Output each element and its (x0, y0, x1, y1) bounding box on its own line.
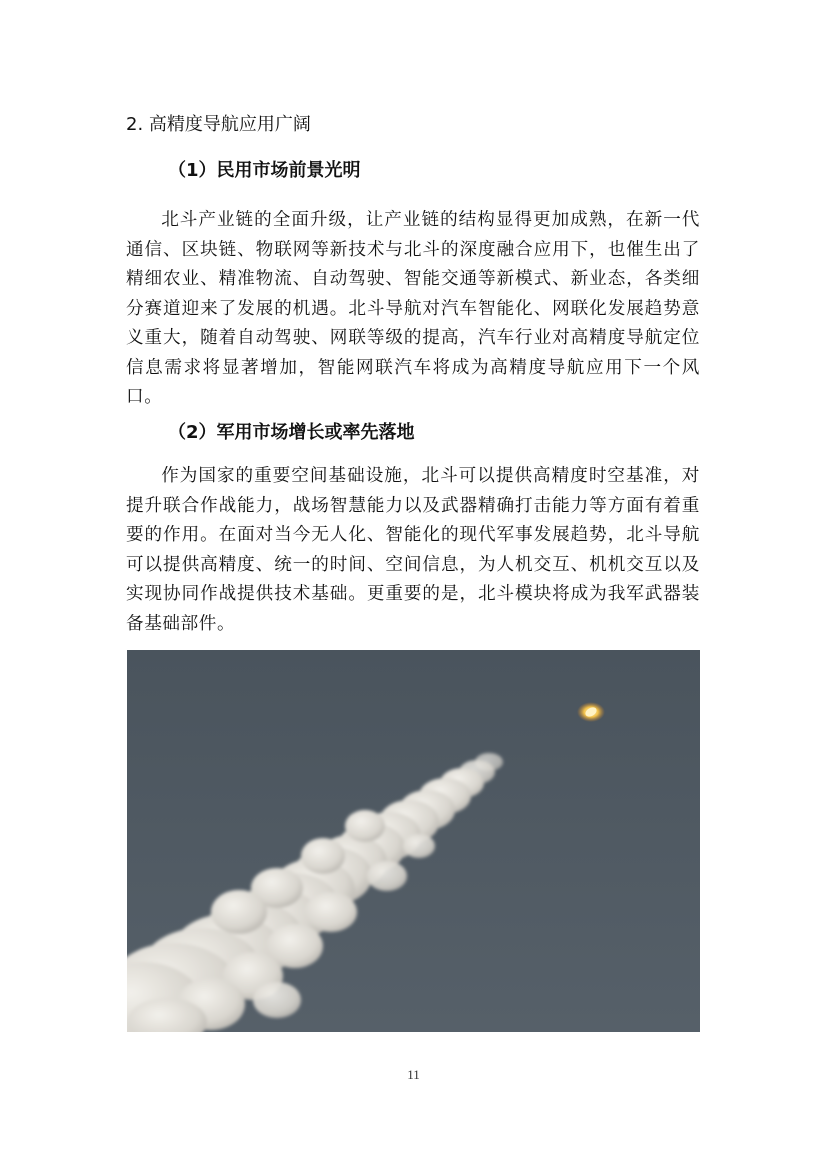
rocket-launch-illustration (127, 650, 700, 1032)
rocket-launch-photo (127, 650, 700, 1032)
rocket-flame (577, 702, 605, 722)
military-market-heading: （2）军用市场增长或率先落地 (168, 422, 415, 443)
page-number: 11 (407, 1067, 420, 1082)
civil-market-heading: （1）民用市场前景光明 (168, 160, 361, 181)
military-market-paragraph: 作为国家的重要空间基础设施，北斗可以提供高精度时空基准，对提升联合作战能力，战场智慧能力以及武器精确打击能力等方面有着重要的作用。在面对当今无人化、智能化的现代军事发展趋势，北斗导航可以提供高精度、统一的时间、空间信息，为人机交互、机机交互以及实现协同作战提供技术基础。更重要的是，北斗模块将成为我军武器装备基础部件。 (126, 466, 700, 634)
civil-market-paragraph: 北斗产业链的全面升级，让产业链的结构显得更加成熟，在新一代通信、区块链、物联网等新技术与北斗的深度融合应用下，也催生出了精细农业、精准物流、自动驾驶、智能交通等新模式、新业态，各类细分赛道迎来了发展的机遇。北斗导航对汽车智能化、网联化发展趋势意义重大，随着自动驾驶、网联等级的提高，汽车行业对高精度导航定位信息需求将显著增加，智能网联汽车将成为高精度导航应用下一个风口。 (126, 210, 700, 407)
section-heading: 2. 高精度导航应用广阔 (126, 114, 311, 135)
